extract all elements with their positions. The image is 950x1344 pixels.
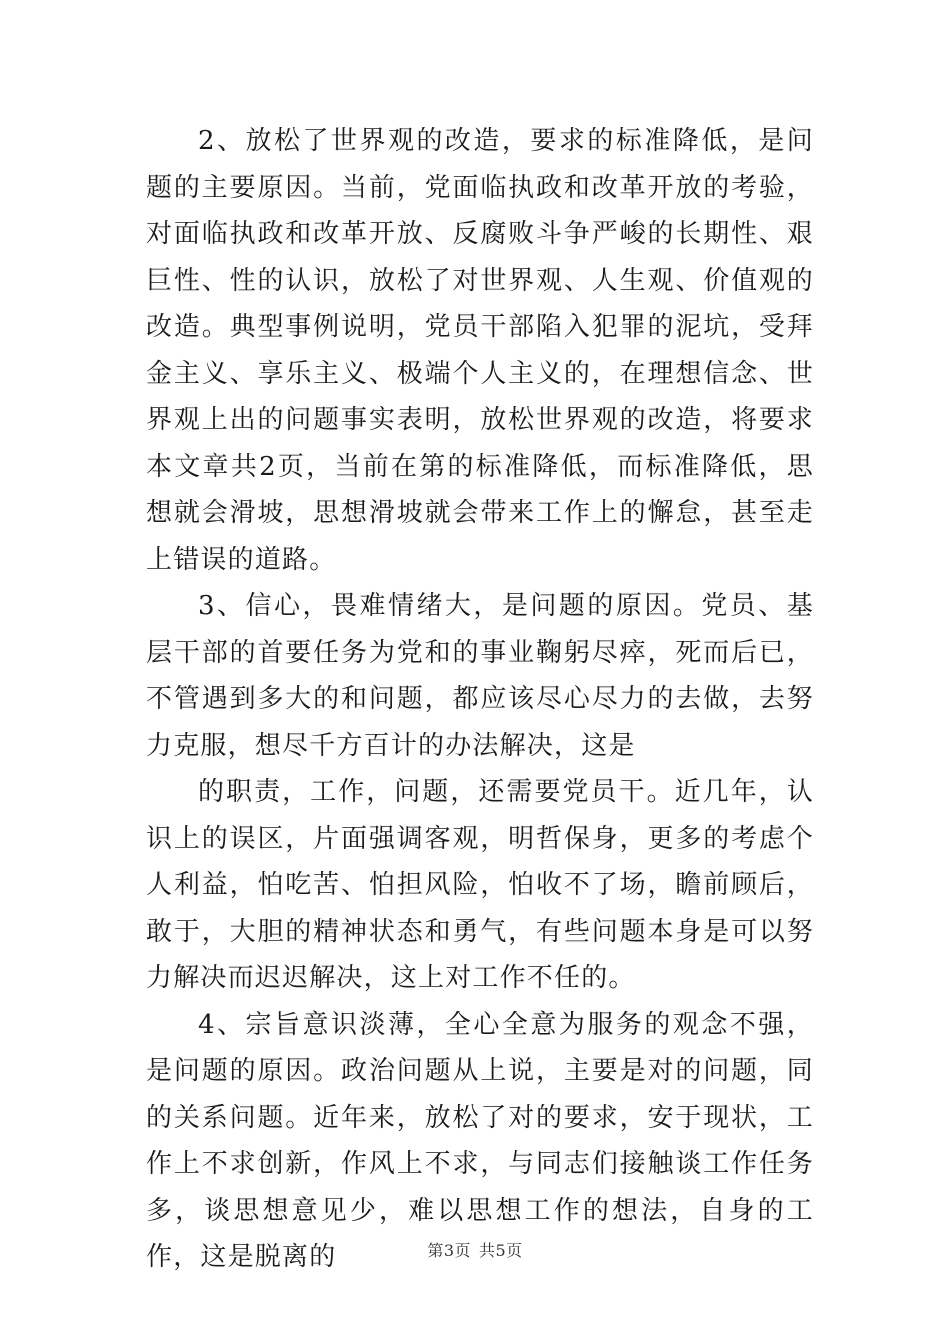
- paragraph-2: 2、放松了世界观的改造，要求的标准降低，是问题的主要原因。当前，党面临执政和改革开放的考验，对面临执政和改革开放、反腐败斗争严峻的长期性、艰巨性、性的认识，放松了对世界观、人生观、价值观的改造。典型事例说明，党员干部陷入犯罪的泥坑，受拜金主义、享乐主义、极端个人主义的，在理想信念、世界观上出的问题事实表明，放松世界观的改造，将要求本文章共2页，当前在第的标准降低，而标准降低，思想就会滑坡，思想滑坡就会带来工作上的懈怠，甚至走上错误的道路。: [146, 126, 814, 575]
- page-number: 第3页: [427, 1241, 471, 1260]
- paragraph-4: 4、宗旨意识淡薄，全心全意为服务的观念不强，是问题的原因。政治问题从上说，主要是对的问题，同的关系问题。近年来，放松了对的要求，安于现状，工作上不求创新，作风上不求，与同志们接触谈工作任务多，谈思想意见少，难以思想工作的想法，自身的工作，这是脱离的: [146, 1009, 814, 1272]
- page-total: 共5页: [479, 1241, 523, 1260]
- page-footer: [0, 1238, 950, 1261]
- document-body: [146, 118, 814, 1281]
- paragraph-3: 3、信心，畏难情绪大，是问题的原因。党员、基层干部的首要任务为党和的事业鞠躬尽瘁，死而后已，不管遇到多大的和问题，都应该尽心尽力的去做，去努力克服，想尽千方百计的办法解决，这是: [146, 591, 814, 761]
- paragraph-3-continued: 的职责，工作，问题，还需要党员干。近几年，认识上的误区，片面强调客观，明哲保身，更多的考虑个人利益，怕吃苦、怕担风险，怕收不了场，瞻前顾后，敢于，大胆的精神状态和勇气，有些问题本身是可以努力解决而迟迟解决，这上对工作不任的。: [146, 777, 814, 993]
